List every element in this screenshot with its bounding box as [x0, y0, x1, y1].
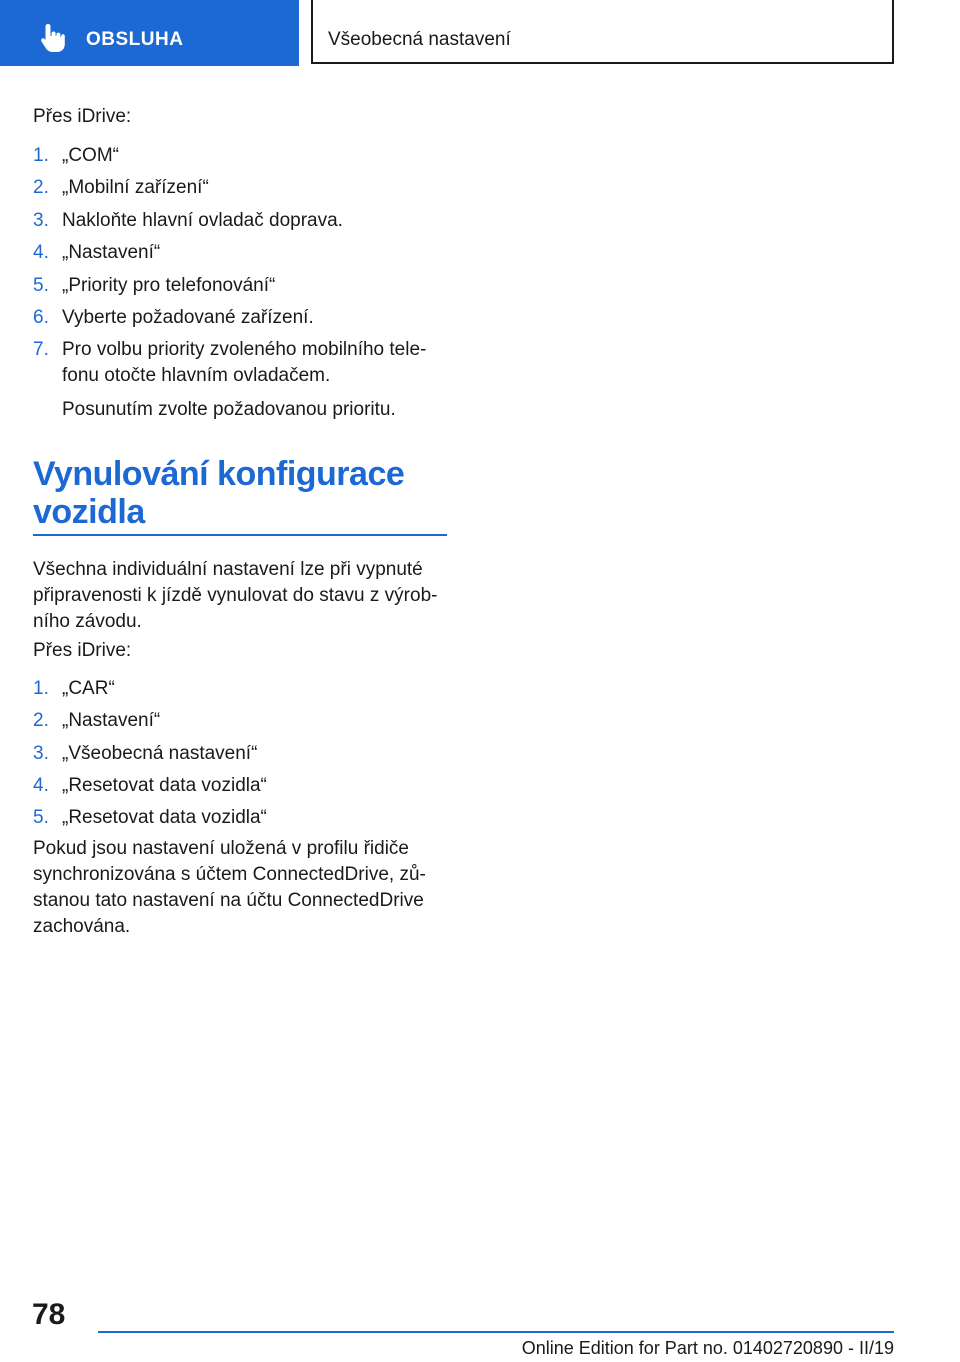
chapter-tab[interactable]: [0, 0, 299, 66]
section2-steps: [33, 676, 443, 837]
list-item: 4. „Nastavení“: [33, 242, 161, 263]
section-heading: Vynulování konfigurace vozidla: [33, 455, 405, 531]
heading-divider: [33, 534, 447, 536]
footer-edition: Online Edition for Part no. 01402720890 - II/19: [521, 1338, 894, 1358]
list-item: 1. „CAR“: [33, 678, 115, 699]
list-item: 2. „Nastavení“: [33, 710, 161, 731]
footer-divider: [98, 1331, 894, 1333]
list-item: 3. „Všeobecná nastavení“: [33, 743, 258, 764]
section2-note: Pokud jsou nastavení uložená v profilu řidiče synchronizována s účtem ConnectedDrive, zůstanou tato nastavení na účtu ConnectedDrive zachována.: [33, 838, 426, 937]
section-header: [311, 0, 894, 64]
list-item: 7. Pro volbu priority zvoleného mobilního telefonu otočte hlavním ovladačem.: [33, 339, 427, 386]
chapter-tab-label: OBSLUHA: [86, 29, 184, 50]
hand-pointer-icon: [38, 22, 68, 54]
page-number: 78: [32, 1298, 66, 1331]
section1-intro: Přes iDrive:: [33, 106, 132, 127]
list-item: 6. Vyberte požadované zařízení.: [33, 307, 314, 328]
section2-intro: Přes iDrive:: [33, 640, 132, 661]
section1-steps: [33, 143, 443, 423]
list-item: 1. „COM“: [33, 145, 119, 166]
section2-body: Všechna individuální nastavení lze při vypnuté připravenosti k jízdě vynulovat do stavu z výrobního závodu.: [33, 559, 438, 632]
section-title: Všeobecná nastavení: [328, 29, 511, 50]
list-item: 5. „Resetovat data vozidla“: [33, 807, 267, 828]
list-item: 3. Nakloňte hlavní ovladač doprava.: [33, 210, 343, 231]
list-item: 2. „Mobilní zařízení“: [33, 177, 209, 198]
list-item: 5. „Priority pro telefonování“: [33, 275, 276, 296]
list-item: 4. „Resetovat data vozidla“: [33, 775, 267, 796]
list-item-continuation: Posunutím zvolte požadovanou prioritu.: [62, 399, 396, 420]
